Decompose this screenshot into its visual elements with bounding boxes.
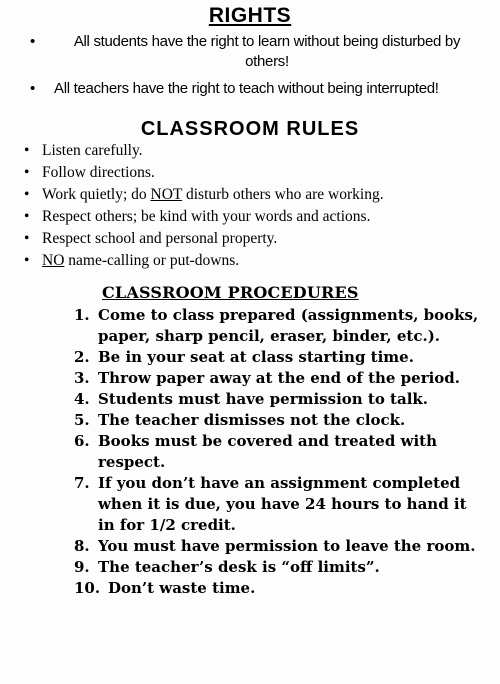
procedure-item (74, 578, 484, 599)
rule-item (22, 250, 492, 272)
rights-item (18, 32, 488, 72)
rights-item-text: All students have the right to learn without being disturbed by others! (73, 33, 461, 70)
rule-text: Respect school and personal property. (42, 230, 278, 247)
rights-list (18, 32, 488, 106)
rule-emphasis: NO (42, 252, 65, 269)
procedure-number: 7. (74, 474, 90, 492)
procedure-item (74, 473, 484, 536)
rights-heading: RIGHTS (208, 4, 292, 27)
procedure-text: The teacher’s desk is “off limits”. (98, 558, 380, 576)
procedures-heading: CLASSROOM PROCEDURES (102, 283, 359, 302)
rules-heading: CLASSROOM RULES (140, 118, 360, 140)
procedure-number: 10. (74, 579, 101, 597)
rule-item (22, 206, 492, 228)
rule-text-post: name-calling or put-downs. (64, 252, 240, 269)
bullet-icon: • (24, 164, 30, 181)
procedure-text: The teacher dismisses not the clock. (98, 411, 406, 429)
rule-item (22, 140, 492, 162)
rule-text (22, 250, 492, 272)
rights-item-text: All teachers have the right to teach without being interrupted! (54, 80, 439, 97)
bullet-icon: • (24, 230, 30, 247)
bullet-icon: • (24, 252, 30, 269)
rule-text: Listen carefully. (42, 142, 143, 159)
rule-item (22, 184, 492, 206)
procedure-text: Students must have permission to talk. (98, 390, 429, 408)
bullet-icon: • (24, 208, 30, 225)
procedure-item (74, 305, 484, 347)
procedure-text: Be in your seat at class starting time. (98, 348, 414, 366)
procedure-item (74, 536, 484, 557)
procedure-item (74, 431, 484, 473)
procedure-number: 9. (74, 558, 90, 576)
procedure-text: If you don’t have an assignment completed when it is due, you have 24 hours to hand it in for 1/2 credit. (98, 474, 467, 534)
rule-text: Respect others; be kind with your words and actions. (42, 208, 371, 225)
bullet-icon: • (30, 33, 36, 50)
rule-text: Follow directions. (42, 164, 155, 181)
rule-emphasis: NOT (150, 186, 183, 203)
procedure-text: Throw paper away at the end of the period. (98, 369, 461, 387)
procedure-item (74, 557, 484, 578)
procedure-number: 8. (74, 537, 90, 555)
rule-text-pre: Work quietly; do (42, 186, 151, 203)
procedure-text: Come to class prepared (assignments, books, paper, sharp pencil, eraser, binder, etc.). (98, 306, 479, 345)
bullet-icon: • (24, 186, 30, 203)
procedure-number: 6. (74, 432, 90, 450)
rule-text-post: disturb others who are working. (182, 186, 384, 203)
procedures-list (74, 305, 484, 599)
rules-list (22, 140, 492, 272)
bullet-icon: • (30, 80, 36, 97)
rule-item (22, 228, 492, 250)
rule-item (22, 162, 492, 184)
procedure-number: 3. (74, 369, 90, 387)
procedure-number: 5. (74, 411, 90, 429)
rule-text (22, 184, 492, 206)
procedure-item (74, 347, 484, 368)
rights-item (18, 79, 488, 99)
procedure-text: Don’t waste time. (108, 579, 256, 597)
procedure-number: 4. (74, 390, 90, 408)
procedure-text: Books must be covered and treated with respect. (98, 432, 437, 471)
procedure-number: 1. (74, 306, 90, 324)
procedure-item (74, 368, 484, 389)
procedure-item (74, 389, 484, 410)
procedure-text: You must have permission to leave the room. (98, 537, 476, 555)
bullet-icon: • (24, 142, 30, 159)
procedure-item (74, 410, 484, 431)
procedure-number: 2. (74, 348, 90, 366)
